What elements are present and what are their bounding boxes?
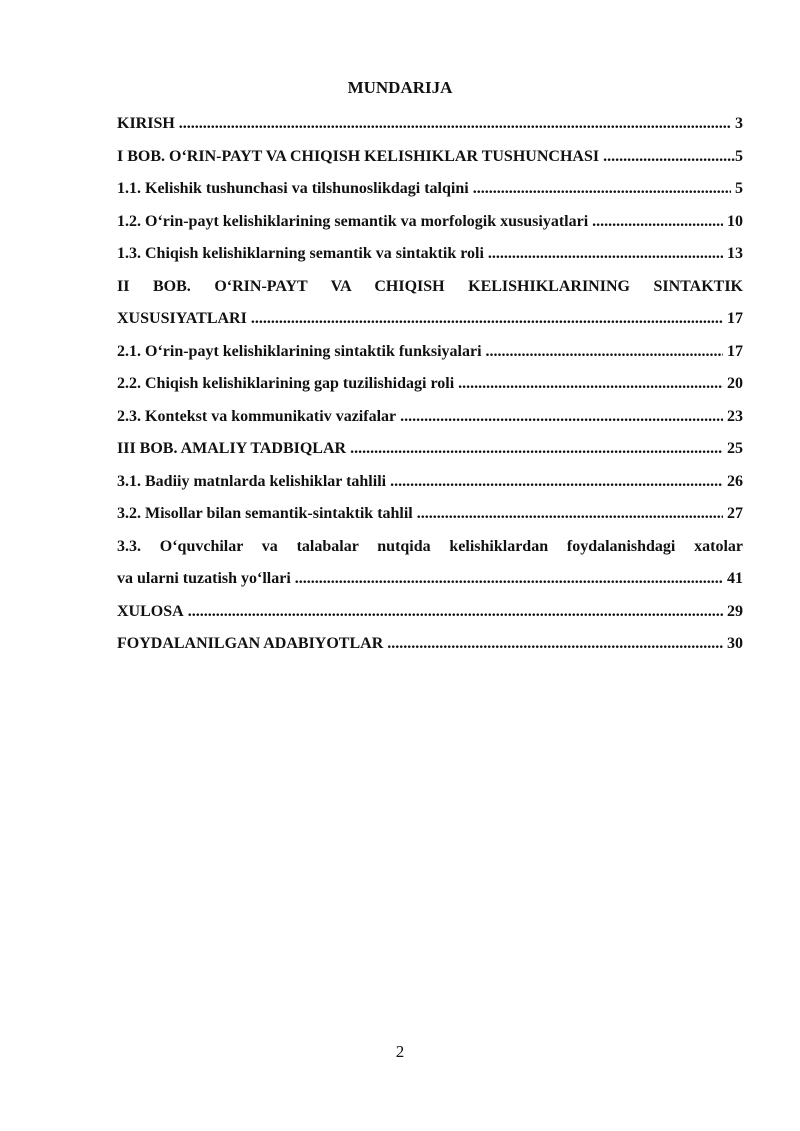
dot-leader bbox=[488, 238, 723, 271]
toc-entry-section-2-3[interactable] bbox=[117, 401, 743, 434]
toc-entry-title-line-2: va ularni tuzatish yo‘llari bbox=[117, 570, 291, 587]
toc-entry-page: 20 bbox=[727, 375, 743, 392]
toc-entry-page: 10 bbox=[727, 212, 743, 230]
table-of-contents bbox=[117, 108, 743, 661]
toc-entry-title-line-1: 3.3. O‘quvchilar va talabalar nutqida kelishiklardan foydalanishdagi xatolar bbox=[117, 537, 743, 555]
toc-entry-xulosa[interactable] bbox=[117, 596, 743, 629]
toc-entry-page: 25 bbox=[727, 440, 743, 457]
toc-entry-section-1-3[interactable] bbox=[117, 238, 743, 271]
toc-entry-title: 1.1. Kelishik tushunchasi va tilshunoslikdagi talqini bbox=[117, 180, 469, 197]
toc-entry-title: I BOB. O‘RIN-PAYT VA CHIQISH KELISHIKLAR TUSHUNCHASI bbox=[117, 147, 600, 165]
page-title: MUNDARIJA bbox=[347, 78, 453, 97]
toc-entry-section-2-1[interactable] bbox=[117, 336, 743, 369]
toc-entry-page: 5 bbox=[735, 180, 743, 197]
toc-entry-section-3-2[interactable] bbox=[117, 498, 743, 531]
toc-entry-page: 3 bbox=[735, 115, 743, 132]
dot-leader bbox=[592, 206, 723, 239]
toc-entry-section-1-1[interactable] bbox=[117, 173, 743, 206]
toc-entry-page: 41 bbox=[727, 570, 743, 587]
dot-leader bbox=[390, 466, 723, 499]
page-number: 2 bbox=[395, 1042, 405, 1061]
toc-entry-title: KIRISH bbox=[117, 115, 175, 132]
toc-entry-chapter-1[interactable] bbox=[117, 141, 743, 174]
toc-entry-title: 3.2. Misollar bilan semantik-sintaktik tahlil bbox=[117, 505, 413, 522]
toc-entry-title: 2.2. Chiqish kelishiklarining gap tuzilishidagi roli bbox=[117, 375, 455, 392]
toc-entry-title: 1.3. Chiqish kelishiklarning semantik va sintaktik roli bbox=[117, 245, 484, 262]
toc-entry-page: 5 bbox=[735, 147, 743, 165]
toc-entry-section-3-1[interactable] bbox=[117, 466, 743, 499]
toc-entry-page: 26 bbox=[727, 472, 743, 490]
toc-entry-chapter-3[interactable] bbox=[117, 433, 743, 466]
dot-leader bbox=[400, 401, 723, 434]
toc-entry-page: 30 bbox=[727, 635, 743, 652]
toc-entry-title: 2.3. Kontekst va kommunikativ vazifalar bbox=[117, 407, 397, 425]
toc-entry-title: FOYDALANILGAN ADABIYOTLAR bbox=[117, 635, 384, 652]
toc-entry-title-line-1: II BOB. O‘RIN-PAYT VA CHIQISH KELISHIKLARINING SINTAKTIK bbox=[117, 277, 743, 295]
toc-entry-title: III BOB. AMALIY TADBIQLAR bbox=[117, 440, 347, 457]
dot-leader bbox=[179, 108, 731, 141]
dot-leader bbox=[603, 141, 735, 174]
dot-leader bbox=[417, 498, 723, 531]
toc-entry-page: 17 bbox=[727, 310, 743, 327]
toc-entry-chapter-2[interactable] bbox=[117, 271, 743, 336]
toc-entry-title: XULOSA bbox=[117, 602, 184, 620]
dot-leader bbox=[473, 173, 731, 206]
toc-entry-page: 17 bbox=[727, 342, 743, 360]
toc-entry-section-3-3[interactable] bbox=[117, 531, 743, 596]
toc-entry-section-1-2[interactable] bbox=[117, 206, 743, 239]
toc-entry-title: 2.1. O‘rin-payt kelishiklarining sintaktik funksiyalari bbox=[117, 342, 482, 360]
toc-entry-title-line-2: XUSUSIYATLARI bbox=[117, 310, 247, 327]
toc-entry-section-2-2[interactable] bbox=[117, 368, 743, 401]
dot-leader bbox=[350, 433, 723, 466]
dot-leader bbox=[387, 628, 723, 661]
toc-entry-adabiyotlar[interactable] bbox=[117, 628, 743, 661]
toc-entry-page: 13 bbox=[727, 245, 743, 262]
toc-entry-page: 23 bbox=[727, 407, 743, 425]
dot-leader bbox=[188, 596, 723, 629]
dot-leader bbox=[295, 563, 723, 596]
toc-entry-page: 29 bbox=[727, 602, 743, 620]
toc-entry-title: 3.1. Badiiy matnlarda kelishiklar tahlili bbox=[117, 472, 387, 490]
toc-entry-title: 1.2. O‘rin-payt kelishiklarining semantik va morfologik xususiyatlari bbox=[117, 212, 589, 230]
dot-leader bbox=[458, 368, 723, 401]
toc-entry-kirish[interactable] bbox=[117, 108, 743, 141]
dot-leader bbox=[251, 303, 723, 336]
dot-leader bbox=[486, 336, 723, 369]
toc-entry-page: 27 bbox=[727, 505, 743, 522]
